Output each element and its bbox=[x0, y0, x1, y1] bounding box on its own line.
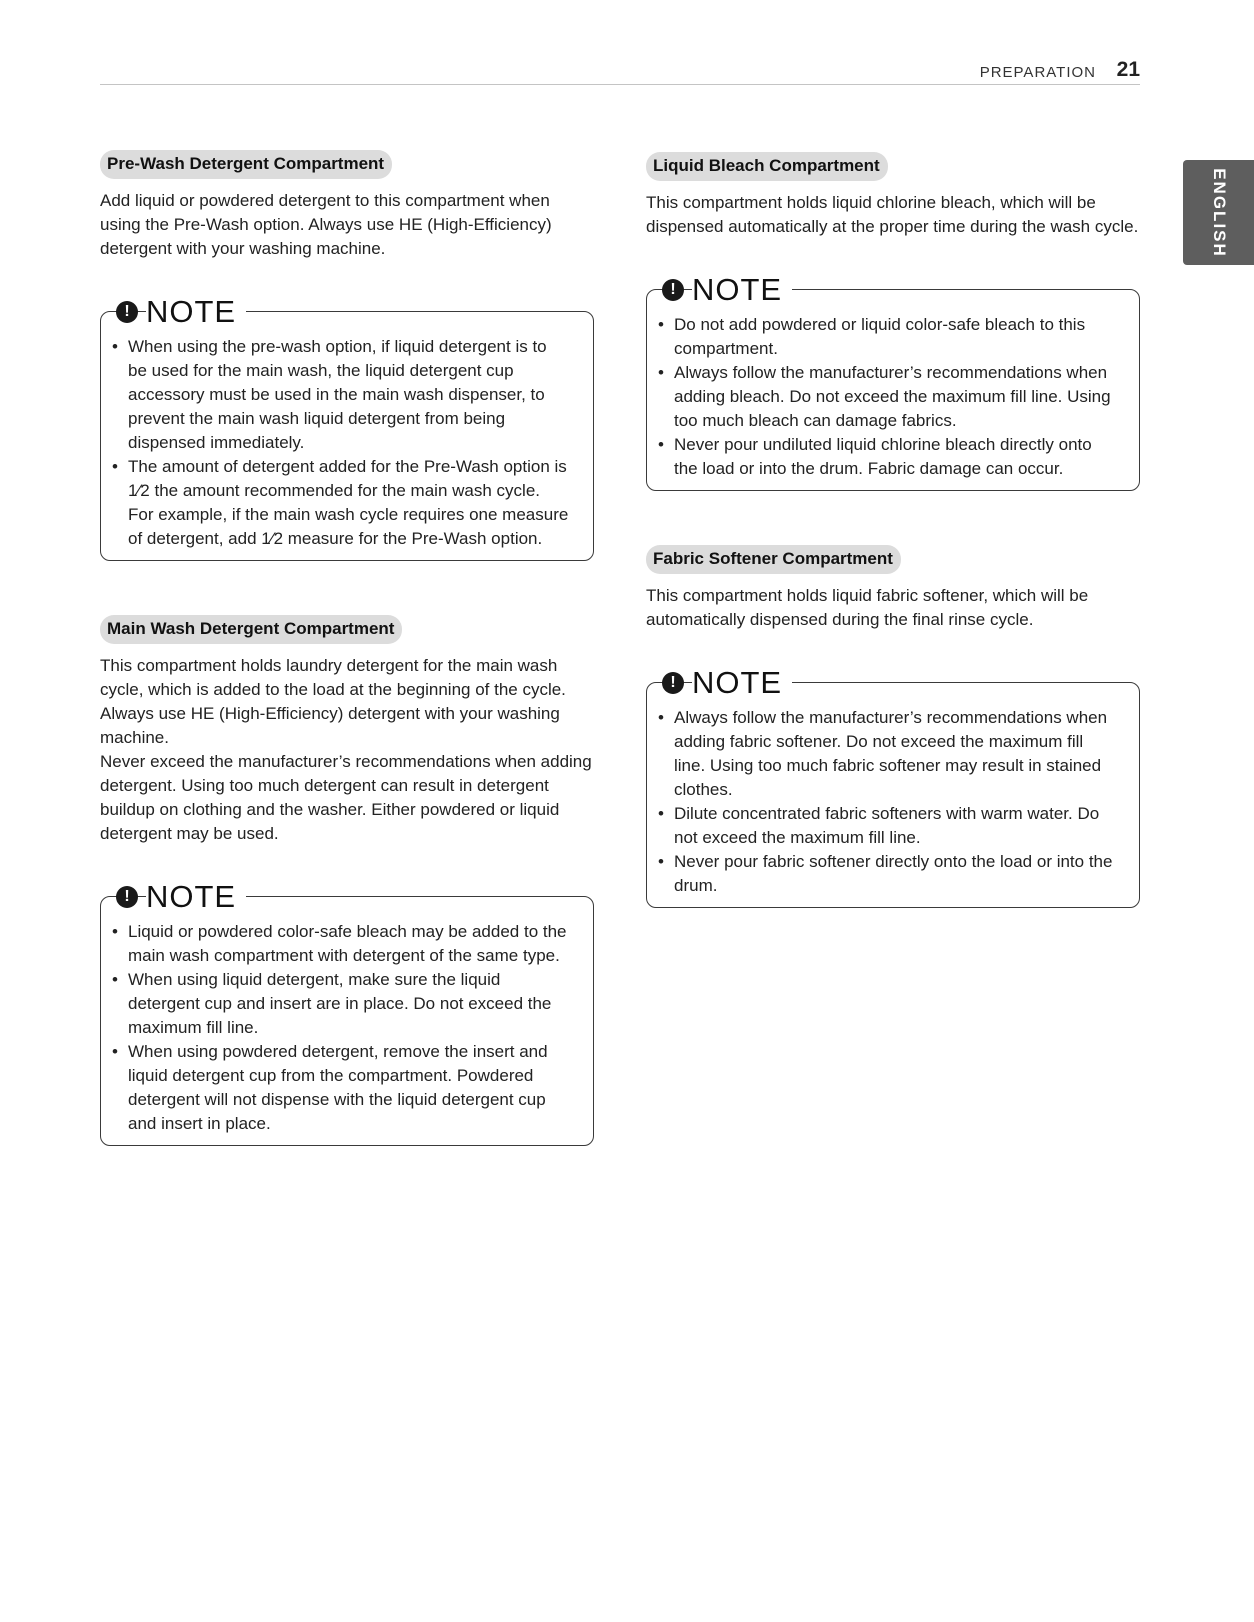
bleach-heading: Liquid Bleach Compartment bbox=[646, 152, 888, 181]
softener-body: This compartment holds liquid fabric softener, which will be automatically dispensed during the final rinse cycle. bbox=[646, 586, 1089, 629]
mainwash-body: This compartment holds laundry detergent for the main wash cycle, which is added to the load at the beginning of the cycle. Always use HE (High-Efficiency) detergent with your washing machine. bbox=[100, 656, 566, 747]
bleach-note bbox=[646, 273, 1140, 491]
note-item: • When using the pre-wash option, if liquid detergent is to be used for the main wash, the liquid detergent cup accessory must be used in the main wash dispenser, to prevent the main wash liquid detergent from being dispensed immediately. bbox=[128, 335, 570, 455]
mainwash-section bbox=[100, 615, 594, 1146]
softener-heading: Fabric Softener Compartment bbox=[646, 545, 901, 574]
page-number: 21 bbox=[1116, 58, 1140, 81]
left-column bbox=[100, 150, 594, 1146]
bleach-body: This compartment holds liquid chlorine bleach, which will be dispensed automatically at the proper time during the wash cycle. bbox=[646, 193, 1139, 236]
mainwash-note bbox=[100, 880, 594, 1146]
prewash-heading: Pre-Wash Detergent Compartment bbox=[100, 150, 392, 179]
section-title: PREPARATION bbox=[979, 64, 1096, 81]
softener-note bbox=[646, 666, 1140, 908]
note-item: • Always follow the manufacturer’s recommendations when adding fabric softener. Do not exceed the maximum fill line. Using too much fabric softener may result in stained clothes. bbox=[674, 706, 1116, 802]
note-title: NOTE bbox=[146, 294, 246, 330]
note-item: • When using powdered detergent, remove the insert and liquid detergent cup from the compartment. Powdered detergent will not dispense with the liquid detergent cup and insert in place. bbox=[128, 1040, 570, 1136]
note-item: • Do not add powdered or liquid color-safe bleach to this compartment. bbox=[674, 313, 1116, 361]
prewash-body: Add liquid or powdered detergent to this compartment when using the Pre-Wash option. Always use HE (High-Efficiency) detergent with your washing machine. bbox=[100, 191, 552, 258]
caution-icon: ! bbox=[116, 886, 138, 908]
note-item: • Liquid or powdered color-safe bleach may be added to the main wash compartment with detergent of the same type. bbox=[128, 920, 570, 968]
prewash-section bbox=[100, 150, 594, 561]
right-column bbox=[646, 152, 1140, 908]
note-title: NOTE bbox=[692, 272, 792, 308]
note-item: • When using liquid detergent, make sure the liquid detergent cup and insert are in place. Do not exceed the maximum fill line. bbox=[128, 968, 570, 1040]
note-title: NOTE bbox=[692, 665, 792, 701]
note-item: • Always follow the manufacturer’s recommendations when adding bleach. Do not exceed the maximum fill line. Using too much bleach can damage fabrics. bbox=[674, 361, 1116, 433]
page-header bbox=[100, 58, 1140, 85]
note-title: NOTE bbox=[146, 879, 246, 915]
caution-icon: ! bbox=[662, 672, 684, 694]
note-item: • Never pour undiluted liquid chlorine bleach directly onto the load or into the drum. Fabric damage can occur. bbox=[674, 433, 1116, 481]
language-tab bbox=[1183, 160, 1254, 265]
note-item: • Dilute concentrated fabric softeners with warm water. Do not exceed the maximum fill line. bbox=[674, 802, 1116, 850]
mainwash-heading: Main Wash Detergent Compartment bbox=[100, 615, 402, 644]
note-item: • Never pour fabric softener directly onto the load or into the drum. bbox=[674, 850, 1116, 898]
mainwash-body-warning: Never exceed the manufacturer’s recommendations when adding detergent. Using too much detergent can result in detergent buildup on clothing and the washer. Either powdered or liquid detergent may be used. bbox=[100, 752, 592, 843]
softener-section bbox=[646, 545, 1140, 908]
prewash-note bbox=[100, 295, 594, 561]
note-list bbox=[100, 920, 594, 1146]
caution-icon: ! bbox=[116, 301, 138, 323]
note-item: • The amount of detergent added for the Pre-Wash option is 1⁄2 the amount recommended for the main wash cycle. For example, if the main wash cycle requires one measure of detergent, add 1⁄2 measure for the Pre-Wash option. bbox=[128, 455, 570, 551]
bleach-section bbox=[646, 152, 1140, 491]
note-list bbox=[646, 706, 1140, 908]
note-list bbox=[646, 313, 1140, 491]
note-list bbox=[100, 335, 594, 561]
caution-icon: ! bbox=[662, 279, 684, 301]
language-tab-label: ENGLISH bbox=[1209, 167, 1229, 258]
